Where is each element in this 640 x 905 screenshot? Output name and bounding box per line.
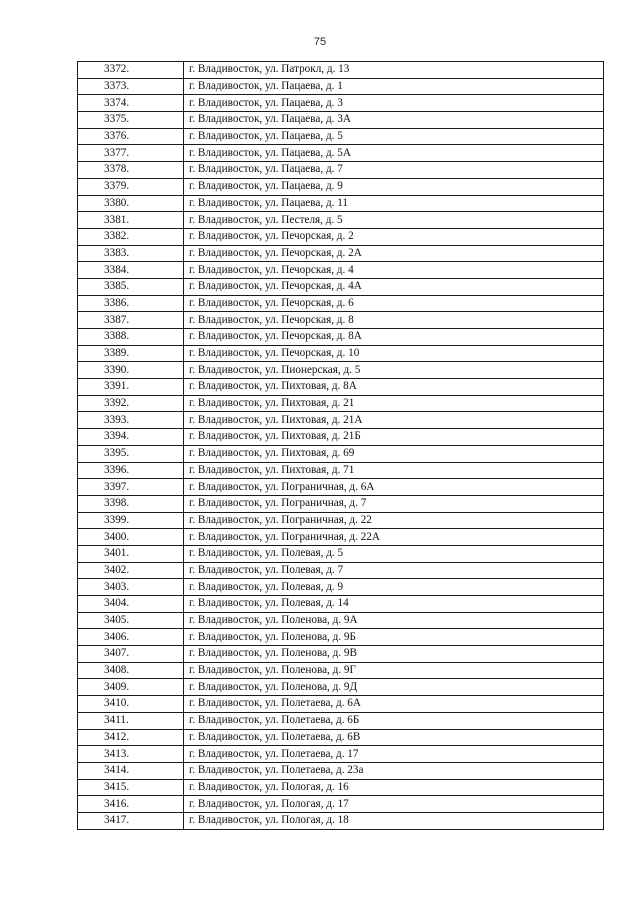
address-cell: г. Владивосток, ул. Пихтовая, д. 69 <box>184 445 604 462</box>
address-cell: г. Владивосток, ул. Полетаева, д. 6А <box>184 696 604 713</box>
table-row <box>78 278 604 295</box>
row-number-cell: 3388. <box>78 329 184 346</box>
table-row <box>78 746 604 763</box>
table-row <box>78 796 604 813</box>
address-cell: г. Владивосток, ул. Пацаева, д. 3 <box>184 95 604 112</box>
address-table-body <box>78 62 604 830</box>
table-row <box>78 779 604 796</box>
table-row <box>78 112 604 129</box>
row-number-cell: 3399. <box>78 512 184 529</box>
row-number-cell: 3376. <box>78 128 184 145</box>
address-cell: г. Владивосток, ул. Пацаева, д. 1 <box>184 78 604 95</box>
address-cell: г. Владивосток, ул. Печорская, д. 8 <box>184 312 604 329</box>
address-cell: г. Владивосток, ул. Поленова, д. 9Б <box>184 629 604 646</box>
table-row <box>78 612 604 629</box>
address-cell: г. Владивосток, ул. Пихтовая, д. 71 <box>184 462 604 479</box>
table-row <box>78 662 604 679</box>
row-number-cell: 3395. <box>78 445 184 462</box>
table-row <box>78 62 604 79</box>
row-number-cell: 3414. <box>78 762 184 779</box>
row-number-cell: 3397. <box>78 479 184 496</box>
row-number-cell: 3410. <box>78 696 184 713</box>
table-row <box>78 78 604 95</box>
table-row <box>78 545 604 562</box>
table-row <box>78 429 604 446</box>
address-cell: г. Владивосток, ул. Полетаева, д. 6Б <box>184 712 604 729</box>
row-number-cell: 3386. <box>78 295 184 312</box>
table-row <box>78 412 604 429</box>
address-cell: г. Владивосток, ул. Пологая, д. 16 <box>184 779 604 796</box>
table-row <box>78 95 604 112</box>
row-number-cell: 3385. <box>78 278 184 295</box>
table-row <box>78 162 604 179</box>
row-number-cell: 3398. <box>78 495 184 512</box>
row-number-cell: 3384. <box>78 262 184 279</box>
table-row <box>78 445 604 462</box>
table-row <box>78 712 604 729</box>
table-row <box>78 529 604 546</box>
table-row <box>78 345 604 362</box>
address-cell: г. Владивосток, ул. Пологая, д. 17 <box>184 796 604 813</box>
table-row <box>78 312 604 329</box>
row-number-cell: 3412. <box>78 729 184 746</box>
table-row <box>78 145 604 162</box>
row-number-cell: 3403. <box>78 579 184 596</box>
row-number-cell: 3411. <box>78 712 184 729</box>
address-cell: г. Владивосток, ул. Поленова, д. 9В <box>184 646 604 663</box>
address-cell: г. Владивосток, ул. Пацаева, д. 7 <box>184 162 604 179</box>
row-number-cell: 3408. <box>78 662 184 679</box>
address-cell: г. Владивосток, ул. Пацаева, д. 3А <box>184 112 604 129</box>
row-number-cell: 3415. <box>78 779 184 796</box>
address-cell: г. Владивосток, ул. Пограничная, д. 22 <box>184 512 604 529</box>
address-cell: г. Владивосток, ул. Пихтовая, д. 21 <box>184 395 604 412</box>
address-cell: г. Владивосток, ул. Пологая, д. 18 <box>184 812 604 829</box>
address-cell: г. Владивосток, ул. Пестеля, д. 5 <box>184 212 604 229</box>
row-number-cell: 3407. <box>78 646 184 663</box>
row-number-cell: 3390. <box>78 362 184 379</box>
table-row <box>78 629 604 646</box>
address-cell: г. Владивосток, ул. Полетаева, д. 17 <box>184 746 604 763</box>
address-cell: г. Владивосток, ул. Печорская, д. 6 <box>184 295 604 312</box>
row-number-cell: 3379. <box>78 178 184 195</box>
row-number-cell: 3396. <box>78 462 184 479</box>
table-row <box>78 495 604 512</box>
address-cell: г. Владивосток, ул. Пограничная, д. 6А <box>184 479 604 496</box>
table-row <box>78 579 604 596</box>
row-number-cell: 3389. <box>78 345 184 362</box>
address-cell: г. Владивосток, ул. Поленова, д. 9А <box>184 612 604 629</box>
table-row <box>78 329 604 346</box>
table-row <box>78 212 604 229</box>
table-row <box>78 696 604 713</box>
address-cell: г. Владивосток, ул. Печорская, д. 4А <box>184 278 604 295</box>
address-cell: г. Владивосток, ул. Патрокл, д. 13 <box>184 62 604 79</box>
address-cell: г. Владивосток, ул. Полетаева, д. 6В <box>184 729 604 746</box>
address-cell: г. Владивосток, ул. Печорская, д. 10 <box>184 345 604 362</box>
address-cell: г. Владивосток, ул. Печорская, д. 8А <box>184 329 604 346</box>
row-number-cell: 3406. <box>78 629 184 646</box>
address-cell: г. Владивосток, ул. Пионерская, д. 5 <box>184 362 604 379</box>
address-cell: г. Владивосток, ул. Полевая, д. 7 <box>184 562 604 579</box>
page-number: 75 <box>313 36 327 48</box>
row-number-cell: 3393. <box>78 412 184 429</box>
table-row <box>78 379 604 396</box>
table-row <box>78 362 604 379</box>
address-cell: г. Владивосток, ул. Пацаева, д. 11 <box>184 195 604 212</box>
table-row <box>78 812 604 829</box>
row-number-cell: 3416. <box>78 796 184 813</box>
table-row <box>78 646 604 663</box>
address-cell: г. Владивосток, ул. Поленова, д. 9Д <box>184 679 604 696</box>
row-number-cell: 3381. <box>78 212 184 229</box>
row-number-cell: 3382. <box>78 228 184 245</box>
row-number-cell: 3377. <box>78 145 184 162</box>
address-cell: г. Владивосток, ул. Печорская, д. 2А <box>184 245 604 262</box>
row-number-cell: 3394. <box>78 429 184 446</box>
row-number-cell: 3373. <box>78 78 184 95</box>
address-cell: г. Владивосток, ул. Пограничная, д. 7 <box>184 495 604 512</box>
address-cell: г. Владивосток, ул. Пацаева, д. 9 <box>184 178 604 195</box>
row-number-cell: 3383. <box>78 245 184 262</box>
address-cell: г. Владивосток, ул. Полетаева, д. 23а <box>184 762 604 779</box>
row-number-cell: 3380. <box>78 195 184 212</box>
table-row <box>78 245 604 262</box>
table-row <box>78 596 604 613</box>
address-cell: г. Владивосток, ул. Полевая, д. 14 <box>184 596 604 613</box>
table-row <box>78 228 604 245</box>
row-number-cell: 3378. <box>78 162 184 179</box>
address-cell: г. Владивосток, ул. Печорская, д. 4 <box>184 262 604 279</box>
row-number-cell: 3392. <box>78 395 184 412</box>
address-cell: г. Владивосток, ул. Пихтовая, д. 21Б <box>184 429 604 446</box>
table-row <box>78 395 604 412</box>
table-row <box>78 128 604 145</box>
address-cell: г. Владивосток, ул. Пихтовая, д. 21А <box>184 412 604 429</box>
row-number-cell: 3375. <box>78 112 184 129</box>
table-row <box>78 729 604 746</box>
address-table <box>77 61 604 830</box>
row-number-cell: 3417. <box>78 812 184 829</box>
address-cell: г. Владивосток, ул. Пацаева, д. 5 <box>184 128 604 145</box>
table-row <box>78 295 604 312</box>
row-number-cell: 3413. <box>78 746 184 763</box>
table-row <box>78 195 604 212</box>
table-row <box>78 679 604 696</box>
row-number-cell: 3405. <box>78 612 184 629</box>
address-cell: г. Владивосток, ул. Печорская, д. 2 <box>184 228 604 245</box>
row-number-cell: 3409. <box>78 679 184 696</box>
row-number-cell: 3400. <box>78 529 184 546</box>
address-cell: г. Владивосток, ул. Полевая, д. 9 <box>184 579 604 596</box>
address-cell: г. Владивосток, ул. Полевая, д. 5 <box>184 545 604 562</box>
table-row <box>78 462 604 479</box>
address-cell: г. Владивосток, ул. Пограничная, д. 22А <box>184 529 604 546</box>
row-number-cell: 3404. <box>78 596 184 613</box>
row-number-cell: 3387. <box>78 312 184 329</box>
address-cell: г. Владивосток, ул. Поленова, д. 9Г <box>184 662 604 679</box>
address-cell: г. Владивосток, ул. Пацаева, д. 5А <box>184 145 604 162</box>
row-number-cell: 3402. <box>78 562 184 579</box>
table-row <box>78 479 604 496</box>
row-number-cell: 3374. <box>78 95 184 112</box>
row-number-cell: 3372. <box>78 62 184 79</box>
row-number-cell: 3391. <box>78 379 184 396</box>
table-row <box>78 562 604 579</box>
table-row <box>78 178 604 195</box>
table-row <box>78 762 604 779</box>
address-cell: г. Владивосток, ул. Пихтовая, д. 8А <box>184 379 604 396</box>
table-row <box>78 512 604 529</box>
row-number-cell: 3401. <box>78 545 184 562</box>
table-row <box>78 262 604 279</box>
